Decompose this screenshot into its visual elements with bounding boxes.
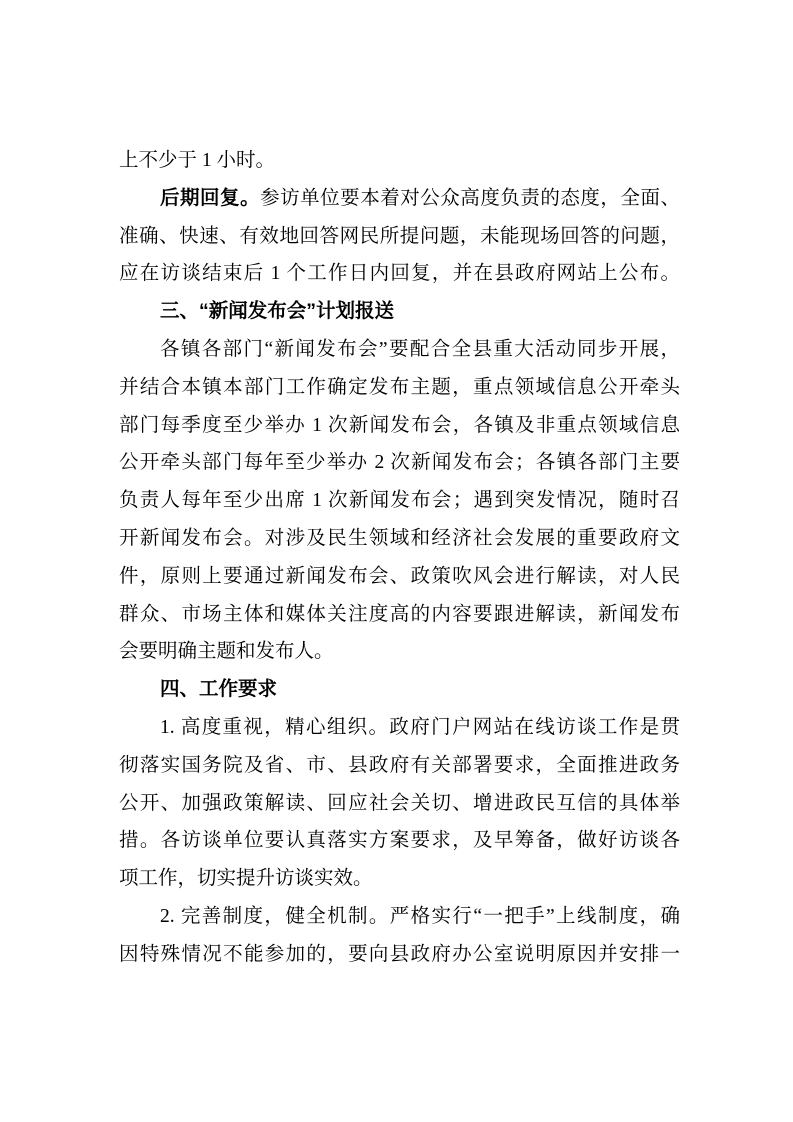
text-line (119, 180, 680, 218)
text-line (119, 747, 680, 785)
body-text: 公开牵头部门每年至少举办 2 次新闻发布会；各镇各部门主要 (119, 452, 680, 474)
text-line (119, 520, 680, 558)
body-text: 负责人每年至少出席 1 次新闻发布会；遇到突发情况，随时召 (119, 490, 680, 512)
text-line (119, 633, 680, 671)
text-line (119, 482, 680, 520)
body-text: 措。各访谈单位要认真落实方案要求，及早筹备，做好访谈各 (119, 830, 680, 852)
body-text: 会要明确主题和发布人。 (119, 641, 334, 663)
text-line (119, 936, 680, 974)
bold-heading-text: 三、“新闻发布会”计划报送 (160, 300, 395, 323)
bold-heading-text: 后期回复。 (160, 186, 261, 209)
text-line (119, 142, 680, 180)
body-text: 应在访谈结束后 1 个工作日内回复，并在县政府网站上公布。 (119, 263, 680, 285)
text-line (119, 293, 680, 331)
text-line (119, 444, 680, 482)
body-text: 群众、市场主体和媒体关注度高的内容要跟进解读，新闻发布 (119, 603, 680, 625)
body-text: 严格实行“一把手”上线制度，确 (389, 905, 680, 927)
body-text: 上不少于 1 小时。 (119, 150, 276, 171)
text-line (119, 331, 680, 369)
body-text: 公开、加强政策解读、回应社会关切、增进政民互信的具体举 (119, 792, 680, 814)
body-text: 件，原则上要通过新闻发布会、政策吹风会进行解读，对人民 (119, 565, 680, 587)
body-text: 各镇各部门“新闻发布会”要配合全县重大活动同步开展， (160, 338, 680, 360)
body-text: 部门每季度至少举办 1 次新闻发布会，各镇及非重点领域信息 (119, 414, 680, 436)
body-text: 因特殊情况不能参加的，要向县政府办公室说明原因并安排一 (119, 943, 680, 965)
body-text: 政府门户网站在线访谈工作是贯 (389, 716, 680, 738)
body-text: 开新闻发布会。对涉及民生领域和经济社会发展的重要政府文 (119, 527, 680, 549)
text-line (119, 671, 680, 709)
text-line (119, 407, 680, 445)
text-line (119, 558, 680, 596)
text-line (119, 822, 680, 860)
text-line (119, 860, 680, 898)
body-text: 项工作，切实提升访谈实效。 (119, 868, 373, 890)
emphasis-lead-text: 2. 完善制度，健全机制。 (160, 905, 390, 927)
text-line (119, 785, 680, 823)
body-text: 准确、快速、有效地回答网民所提问题，未能现场回答的问题， (119, 225, 680, 247)
text-line (119, 898, 680, 936)
body-text: 参访单位要本着对公众高度负责的态度，全面、 (260, 187, 680, 209)
text-line (119, 369, 680, 407)
text-block (119, 142, 680, 974)
text-line (119, 596, 680, 634)
bold-heading-text: 四、工作要求 (160, 678, 278, 701)
body-text: 彻落实国务院及省、市、县政府有关部署要求，全面推进政务 (119, 754, 680, 776)
emphasis-lead-text: 1. 高度重视，精心组织。 (160, 716, 390, 738)
text-line (119, 255, 680, 293)
body-text: 并结合本镇本部门工作确定发布主题，重点领域信息公开牵头 (119, 376, 680, 398)
text-line (119, 218, 680, 256)
text-line (119, 709, 680, 747)
